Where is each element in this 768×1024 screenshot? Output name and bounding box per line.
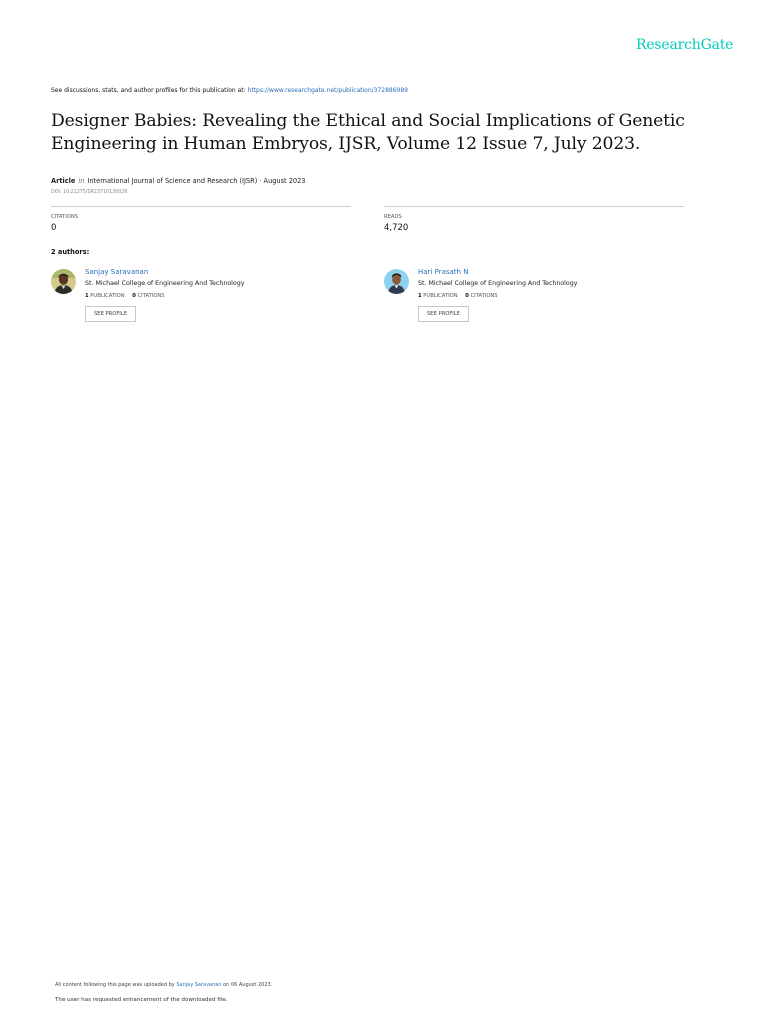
author-name-link[interactable]: Hari Prasath N xyxy=(418,268,469,276)
in-label: in xyxy=(78,177,85,185)
upload-suffix: on 06 August 2023. xyxy=(221,982,273,988)
researchgate-logo[interactable]: ResearchGate xyxy=(636,37,734,53)
author-publications-count: 1 xyxy=(85,293,89,299)
doi: DOI: 10.21275/SR23710130026 xyxy=(51,190,128,195)
publication-meta xyxy=(51,177,306,185)
upload-prefix: All content following this page was uploaded by xyxy=(55,982,177,988)
author-affiliation: St. Michael College of Engineering And Technology xyxy=(418,280,578,287)
citations-value: 0 xyxy=(51,223,57,233)
author-publications-label: PUBLICATION xyxy=(90,293,125,299)
uploader-link[interactable]: Sanjay Saravanan xyxy=(176,982,222,988)
journal-info: International Journal of Science and Research (IJSR) · August 2023 xyxy=(87,177,306,185)
citations-stat xyxy=(51,206,351,233)
publication-type: Article xyxy=(51,177,76,185)
author-affiliation: St. Michael College of Engineering And Technology xyxy=(85,280,245,287)
author-name-link[interactable]: Sanjay Saravanan xyxy=(85,268,149,276)
citations-label: CITATIONS xyxy=(51,214,79,220)
author-citations-label: CITATIONS xyxy=(470,293,498,299)
person-photo-icon[interactable] xyxy=(384,269,409,294)
reads-label: READS xyxy=(384,214,402,220)
reads-value: 4,720 xyxy=(384,223,409,233)
publication-link[interactable]: https://www.researchgate.net/publication/372886989 xyxy=(247,87,408,94)
author-stats xyxy=(418,293,578,299)
author-publications-label: PUBLICATION xyxy=(423,293,458,299)
discussion-notice xyxy=(51,87,408,94)
author-citations-count: 0 xyxy=(465,293,469,299)
discussion-prefix: See discussions, stats, and author profiles for this publication at: xyxy=(51,87,248,94)
authors-heading: 2 authors: xyxy=(51,248,90,256)
see-profile-button[interactable]: SEE PROFILE xyxy=(85,306,136,322)
enhancement-note: The user has requested enhancement of the downloaded file. xyxy=(55,997,228,1003)
upload-notice xyxy=(55,982,272,988)
see-profile-button[interactable]: SEE PROFILE xyxy=(418,306,469,322)
author-citations-count: 0 xyxy=(132,293,136,299)
author-publications-count: 1 xyxy=(418,293,422,299)
reads-stat xyxy=(384,206,684,233)
person-photo-icon[interactable] xyxy=(51,269,76,294)
author-citations-label: CITATIONS xyxy=(137,293,165,299)
author-stats xyxy=(85,293,245,299)
paper-title: Designer Babies: Revealing the Ethical and Social Implications of Genetic Engineering in Human Embryos, IJSR, Volume 12 Issue 7, July 2023. xyxy=(51,111,685,154)
